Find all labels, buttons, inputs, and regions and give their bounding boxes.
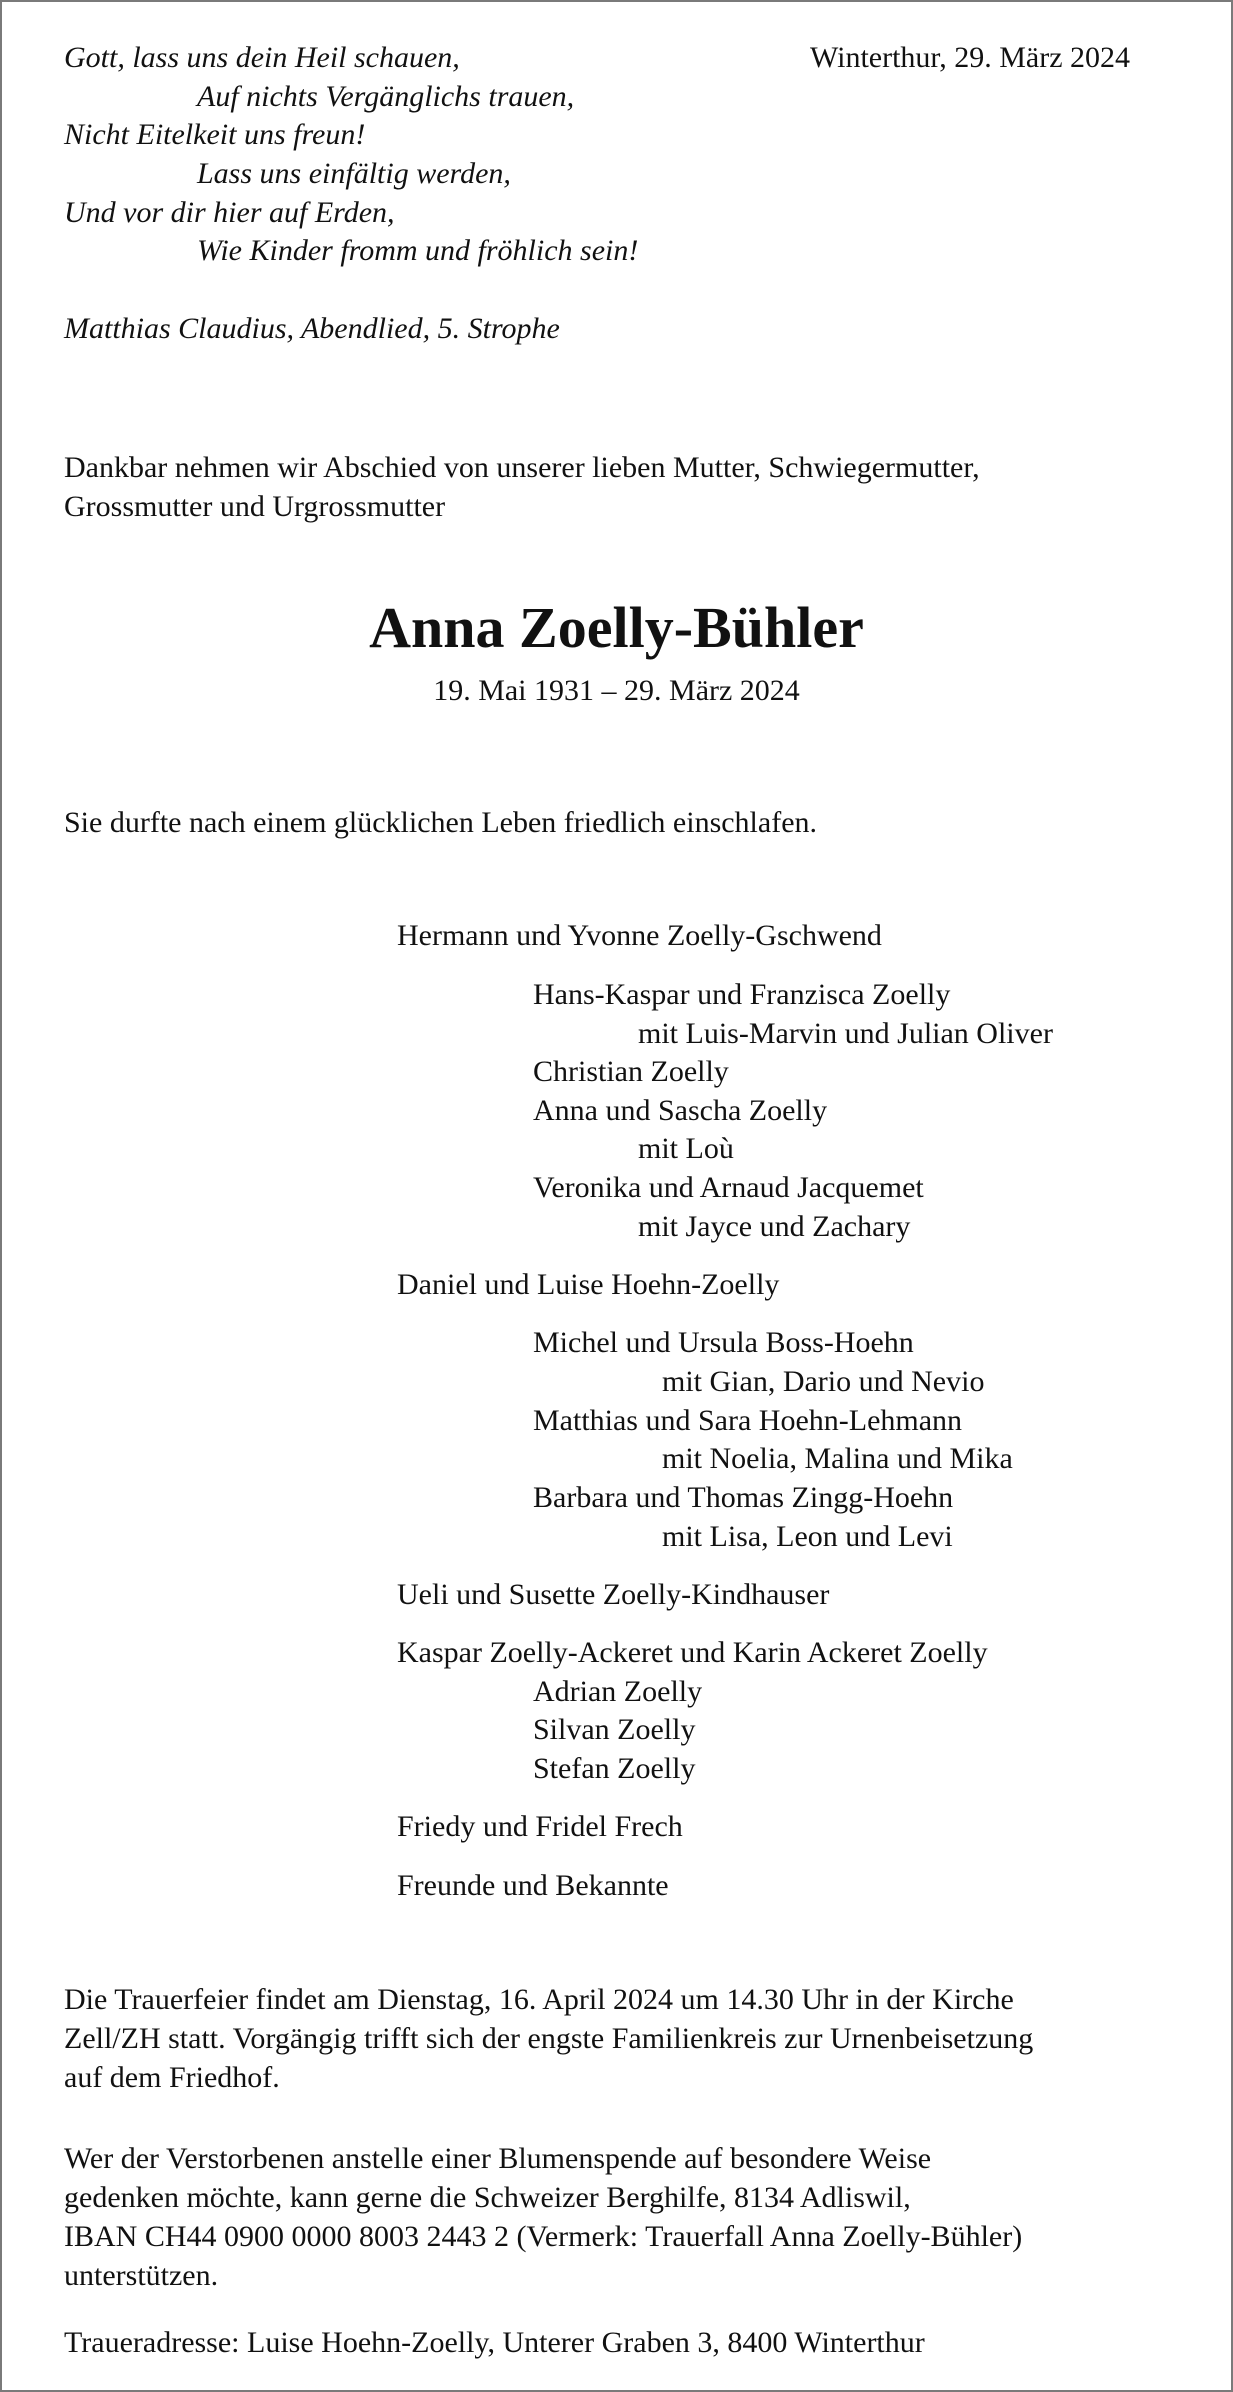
poem-line: Nicht Eitelkeit uns freun! bbox=[64, 118, 366, 151]
mourner-entry: Stefan Zoelly bbox=[533, 1752, 696, 1785]
funeral-line: Die Trauerfeier findet am Dienstag, 16. April 2024 um 14.30 Uhr in der Kirche bbox=[64, 1983, 1014, 2016]
life-dates: 19. Mai 1931 – 29. März 2024 bbox=[433, 674, 800, 707]
donation-line: unterstützen. bbox=[64, 2259, 219, 2292]
donation-info bbox=[64, 2139, 1174, 2295]
intro-text bbox=[64, 448, 1174, 526]
poem-line: Auf nichts Vergänglichs trauen, bbox=[197, 80, 575, 113]
mourner-entry: mit Lisa, Leon und Levi bbox=[662, 1520, 953, 1553]
donation-line: Wer der Verstorbenen anstelle einer Blumenspende auf besondere Weise bbox=[64, 2142, 932, 2175]
mourner-entry: Freunde und Bekannte bbox=[397, 1869, 669, 1902]
mourner-entry: Matthias und Sara Hoehn-Lehmann bbox=[533, 1404, 963, 1437]
mourner-entry: Barbara und Thomas Zingg-Hoehn bbox=[533, 1481, 954, 1514]
mourner-entry: Anna und Sascha Zoelly bbox=[533, 1094, 828, 1127]
mourner-entry: Friedy und Fridel Frech bbox=[397, 1810, 683, 1843]
funeral-line: Zell/ZH statt. Vorgängig trifft sich der engste Familienkreis zur Urnenbeisetzung bbox=[64, 2022, 1034, 2055]
mourner-entry: mit Noelia, Malina und Mika bbox=[662, 1442, 1013, 1475]
poem-line: Und vor dir hier auf Erden, bbox=[64, 196, 395, 229]
mourner-entry: Hermann und Yvonne Zoelly-Gschwend bbox=[397, 919, 882, 952]
mourner-entry: mit Luis-Marvin und Julian Oliver bbox=[638, 1017, 1053, 1050]
donation-line: IBAN CH44 0900 0000 8003 2443 2 (Vermerk: Trauerfall Anna Zoelly-Bühler) bbox=[64, 2220, 1023, 2253]
donation-line: gedenken möchte, kann gerne die Schweizer Berghilfe, 8134 Adliswil, bbox=[64, 2181, 911, 2214]
place-date: Winterthur, 29. März 2024 bbox=[810, 41, 1131, 74]
mourner-entry: Daniel und Luise Hoehn-Zoelly bbox=[397, 1268, 780, 1301]
poem-line: Gott, lass uns dein Heil schauen, bbox=[64, 41, 460, 74]
poem-line: Lass uns einfältig werden, bbox=[197, 157, 511, 190]
mourner-entry: Veronika und Arnaud Jacquemet bbox=[533, 1171, 924, 1204]
funeral-info bbox=[64, 1980, 1174, 2097]
statement: Sie durfte nach einem glücklichen Leben friedlich einschlafen. bbox=[64, 806, 818, 839]
mourning-address: Traueradresse: Luise Hoehn-Zoelly, Unterer Graben 3, 8400 Winterthur bbox=[64, 2326, 925, 2359]
mourner-entry: Adrian Zoelly bbox=[533, 1675, 703, 1708]
poem-attribution: Matthias Claudius, Abendlied, 5. Strophe bbox=[64, 312, 560, 345]
mourner-entry: Michel und Ursula Boss-Hoehn bbox=[533, 1326, 914, 1359]
mourner-entry: Silvan Zoelly bbox=[533, 1713, 696, 1746]
poem-line: Wie Kinder fromm und fröhlich sein! bbox=[197, 234, 639, 267]
funeral-line: auf dem Friedhof. bbox=[64, 2061, 280, 2094]
mourner-entry: Hans-Kaspar und Franzisca Zoelly bbox=[533, 978, 951, 1011]
mourner-entry: Christian Zoelly bbox=[533, 1055, 729, 1088]
mourner-entry: Kaspar Zoelly-Ackeret und Karin Ackeret Zoelly bbox=[397, 1636, 988, 1669]
mourner-entry: mit Jayce und Zachary bbox=[638, 1210, 911, 1243]
mourner-entry: mit Loù bbox=[638, 1132, 734, 1165]
intro-line: Dankbar nehmen wir Abschied von unserer lieben Mutter, Schwiegermutter, bbox=[64, 451, 980, 484]
mourner-entry: mit Gian, Dario und Nevio bbox=[662, 1365, 985, 1398]
deceased-name: Anna Zoelly-Bühler bbox=[369, 595, 864, 660]
intro-line: Grossmutter und Urgrossmutter bbox=[64, 490, 446, 523]
mourner-entry: Ueli und Susette Zoelly-Kindhauser bbox=[397, 1578, 830, 1611]
